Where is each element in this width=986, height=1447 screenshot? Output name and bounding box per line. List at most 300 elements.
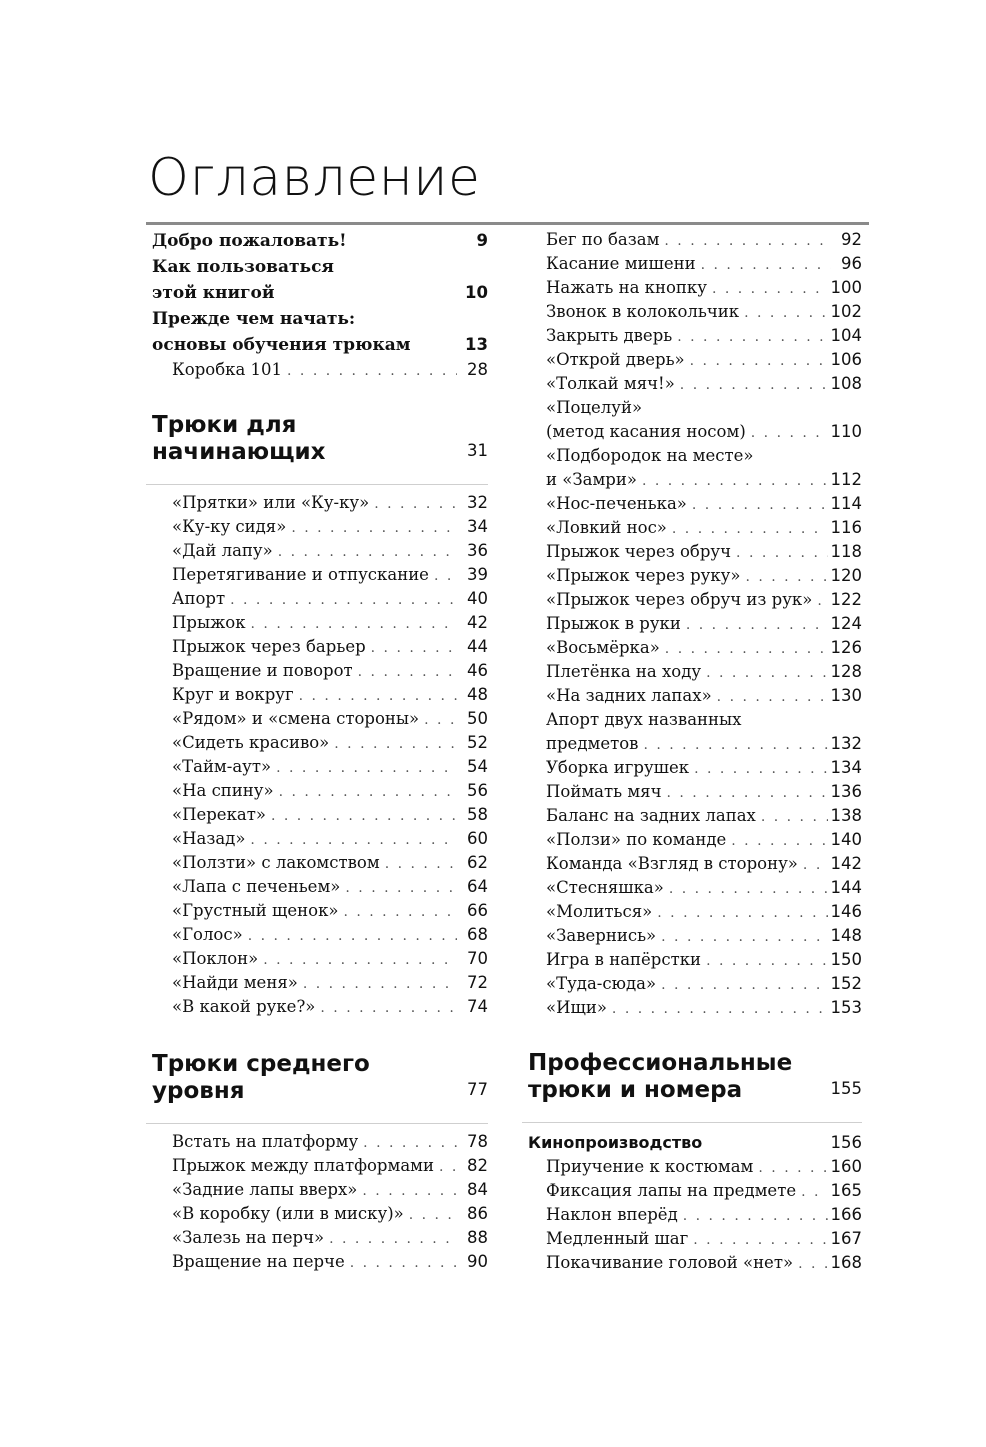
entry-row	[172, 635, 488, 659]
entry-title: Фиксация лапы на предмете	[546, 1181, 797, 1200]
entry-row	[546, 252, 862, 276]
entry-row	[546, 276, 862, 300]
entry-row	[546, 372, 862, 396]
entry-row	[172, 899, 488, 923]
entry-title: «Прыжок через обруч из рук»	[546, 590, 813, 609]
page-number: 128	[830, 662, 862, 681]
page-number: 100	[830, 278, 862, 297]
entry-row	[546, 900, 862, 924]
subsection-film-production[interactable]	[528, 1131, 862, 1155]
entry-row	[172, 971, 488, 995]
entry-title: «Лапа с печеньем»	[172, 877, 341, 896]
entry-row	[546, 1203, 862, 1227]
leader-dots	[299, 684, 457, 708]
entry-title: Вращение на перче	[172, 1252, 345, 1271]
toc-entry[interactable]	[528, 228, 862, 252]
toc-entry[interactable]	[528, 708, 862, 756]
section-page-number: 77	[467, 1080, 488, 1099]
section-heading-line: начинающих	[152, 439, 326, 465]
entry-title: «Завернись»	[546, 926, 657, 945]
toc-entry[interactable]	[528, 1179, 862, 1203]
toc-entry[interactable]	[528, 348, 862, 372]
entry-row	[546, 612, 862, 636]
entry-title: «Ловкий нос»	[546, 518, 667, 537]
section-heading-line: Трюки для	[152, 412, 297, 438]
entry-title: «Грустный щенок»	[172, 901, 339, 920]
leader-dots	[434, 564, 457, 588]
entry-row	[546, 972, 862, 996]
entry-title: Прыжок в руки	[546, 614, 681, 633]
page-number: 70	[467, 949, 488, 968]
entry-title: «Ползти» с лакомством	[172, 853, 380, 872]
entry-row	[546, 1227, 862, 1251]
leader-dots	[669, 877, 828, 901]
entry-row	[546, 804, 862, 828]
leader-dots	[751, 421, 828, 445]
page-number: 146	[830, 902, 862, 921]
entry-title: «Ищи»	[546, 998, 607, 1017]
toc-entry[interactable]	[152, 827, 488, 851]
leader-dots	[661, 973, 827, 997]
leader-dots	[701, 253, 831, 277]
toc-entry[interactable]	[528, 972, 862, 996]
entry-title: и «Замри»	[546, 470, 637, 489]
toc-entry[interactable]	[528, 636, 862, 660]
toc-entry[interactable]	[152, 995, 488, 1019]
entry-row	[546, 1155, 862, 1179]
page-number: 138	[830, 806, 862, 825]
page-number: 9	[476, 231, 488, 250]
toc-entry[interactable]	[528, 492, 862, 516]
entry-row	[172, 923, 488, 947]
entry-row	[172, 1130, 488, 1154]
entry-title: «Туда-сюда»	[546, 974, 657, 993]
page-number: 72	[467, 973, 488, 992]
toc-entry[interactable]	[528, 1251, 862, 1275]
toc-entry[interactable]	[152, 1154, 488, 1178]
leader-dots	[661, 925, 827, 949]
toc-entry[interactable]	[152, 923, 488, 947]
leader-dots	[271, 804, 457, 828]
leader-dots	[276, 756, 457, 780]
leader-dots	[744, 301, 827, 325]
entry-title: Вращение и поворот	[172, 661, 353, 680]
page-number: 64	[467, 877, 488, 896]
entry-row	[546, 756, 862, 780]
toc-entry[interactable]	[152, 899, 488, 923]
leader-dots	[694, 757, 827, 781]
toc-entry[interactable]	[152, 731, 488, 755]
page-number: 36	[467, 541, 488, 560]
leader-dots	[817, 589, 827, 613]
page-number: 156	[830, 1133, 862, 1152]
entry-title: «Ползи» по команде	[546, 830, 727, 849]
toc-entry[interactable]	[152, 1250, 488, 1274]
title-divider	[146, 222, 869, 225]
entry-title: Поймать мяч	[546, 782, 662, 801]
entry-row	[546, 468, 862, 492]
leader-dots	[642, 469, 828, 493]
entry-row	[546, 732, 862, 756]
page-number: 110	[830, 422, 862, 441]
page-title: Оглавление	[148, 148, 481, 208]
leader-dots	[251, 612, 457, 636]
entry-row	[172, 358, 488, 382]
entry-row	[546, 1251, 862, 1275]
leader-dots	[374, 492, 457, 516]
entry-row	[546, 1179, 862, 1203]
entry-title: Встать на платформу	[172, 1132, 359, 1151]
entry-row	[546, 540, 862, 564]
toc-entry[interactable]	[528, 444, 862, 492]
toc-entry[interactable]	[528, 324, 862, 348]
toc-entry[interactable]	[528, 516, 862, 540]
beginner-entries	[152, 491, 488, 1019]
section-beginner-heading[interactable]	[152, 412, 488, 466]
entry-row	[172, 803, 488, 827]
page-number: 118	[830, 542, 862, 561]
leader-dots	[690, 349, 828, 373]
entry-row	[546, 324, 862, 348]
toc-entry[interactable]	[528, 276, 862, 300]
entry-title: «Голос»	[172, 925, 243, 944]
entry-title: «Рядом» и «смена стороны»	[172, 709, 420, 728]
toc-entry[interactable]	[528, 1227, 862, 1251]
entry-row	[546, 828, 862, 852]
entry-row	[546, 588, 862, 612]
toc-entry[interactable]	[528, 1203, 862, 1227]
page-number: 153	[830, 998, 862, 1017]
entry-title: Уборка игрушек	[546, 758, 690, 777]
page-number: 168	[830, 1253, 862, 1272]
page-number: 10	[465, 283, 488, 302]
entry-row	[546, 348, 862, 372]
entry-row	[172, 515, 488, 539]
entry-title: «Восьмёрка»	[546, 638, 660, 657]
leader-dots	[667, 781, 828, 805]
entry-title: «Задние лапы вверх»	[172, 1180, 358, 1199]
leader-dots	[672, 517, 828, 541]
page-number: 84	[467, 1180, 488, 1199]
entry-title: «Залезь на перч»	[172, 1228, 325, 1247]
entry-row	[172, 707, 488, 731]
toc-entry[interactable]	[152, 1202, 488, 1226]
leader-dots	[706, 949, 827, 973]
page-number: 126	[830, 638, 862, 657]
leader-dots	[363, 1131, 457, 1155]
toc-entry[interactable]	[528, 396, 862, 444]
entry-title: «Ку-ку сидя»	[172, 517, 287, 536]
leader-dots	[287, 359, 457, 383]
entry-title: Плетёнка на ходу	[546, 662, 702, 681]
pro-entries	[528, 1155, 862, 1275]
entry-title: Нажать на кнопку	[546, 278, 707, 297]
leader-dots	[612, 997, 828, 1021]
entry-row	[546, 780, 862, 804]
toc-entry[interactable]	[152, 611, 488, 635]
page-number: 56	[467, 781, 488, 800]
intro-sub-entries	[152, 358, 488, 382]
toc-left-column	[152, 228, 488, 1274]
toc-entry[interactable]	[152, 563, 488, 587]
leader-dots	[680, 373, 828, 397]
toc-entry[interactable]	[152, 947, 488, 971]
toc-entry[interactable]	[528, 564, 862, 588]
page-number: 39	[467, 565, 488, 584]
leader-dots	[692, 493, 828, 517]
entry-title: «Открой дверь»	[546, 350, 685, 369]
entry-row	[546, 564, 862, 588]
entry-row	[172, 587, 488, 611]
section-pro-heading[interactable]	[528, 1050, 862, 1104]
section-heading-line: Трюки среднего	[152, 1051, 370, 1077]
entry-title: Круг и вокруг	[172, 685, 294, 704]
toc-entry[interactable]	[152, 306, 488, 358]
toc-entry[interactable]	[528, 300, 862, 324]
page-number: 82	[467, 1156, 488, 1175]
entry-title: Добро пожаловать!	[152, 231, 347, 251]
toc-entry[interactable]	[152, 971, 488, 995]
entry-title: «Дай лапу»	[172, 541, 273, 560]
entry-row	[546, 228, 862, 252]
leader-dots	[683, 1204, 828, 1228]
toc-entry[interactable]	[528, 948, 862, 972]
entry-row	[546, 684, 862, 708]
toc-entry[interactable]	[528, 852, 862, 876]
page-number: 150	[830, 950, 862, 969]
leader-dots	[745, 565, 827, 589]
leader-dots	[291, 516, 457, 540]
toc-entry[interactable]	[528, 828, 862, 852]
entry-row	[172, 539, 488, 563]
toc-entry[interactable]	[528, 804, 862, 828]
toc-entry[interactable]	[528, 540, 862, 564]
page-number: 58	[467, 805, 488, 824]
entry-row	[172, 1154, 488, 1178]
leader-dots	[664, 229, 831, 253]
toc-entry[interactable]	[152, 779, 488, 803]
entry-title: «Молиться»	[546, 902, 653, 921]
page-number: 160	[830, 1157, 862, 1176]
leader-dots	[801, 1180, 827, 1204]
entry-title: «Найди меня»	[172, 973, 298, 992]
toc-entry[interactable]	[152, 1178, 488, 1202]
entry-title: Прыжок	[172, 613, 246, 632]
leader-dots	[439, 1155, 457, 1179]
intermediate-entries	[152, 1130, 488, 1274]
entry-title: Прыжок через барьер	[172, 637, 366, 656]
toc-entry[interactable]	[152, 539, 488, 563]
page-number: 60	[467, 829, 488, 848]
toc-entry[interactable]	[528, 924, 862, 948]
toc-entry[interactable]	[152, 587, 488, 611]
entry-title: Касание мишени	[546, 254, 696, 273]
entry-row	[172, 659, 488, 683]
page-number: 102	[830, 302, 862, 321]
toc-entry[interactable]	[528, 780, 862, 804]
entry-row	[152, 228, 488, 254]
page-number: 148	[830, 926, 862, 945]
leader-dots	[385, 852, 457, 876]
toc-entry[interactable]	[152, 707, 488, 731]
entry-row	[546, 420, 862, 444]
page-number: 134	[830, 758, 862, 777]
entry-row	[546, 996, 862, 1020]
entry-title: Команда «Взгляд в сторону»	[546, 854, 798, 873]
toc-entry[interactable]	[152, 1226, 488, 1250]
entry-title: «На спину»	[172, 781, 274, 800]
toc-entry[interactable]	[152, 803, 488, 827]
entry-title-line: Прежде чем начать:	[152, 309, 356, 329]
page-number: 142	[830, 854, 862, 873]
entry-row	[172, 827, 488, 851]
page-number: 132	[830, 734, 862, 753]
entry-title: «Перекат»	[172, 805, 266, 824]
leader-dots	[263, 948, 457, 972]
leader-dots	[758, 1156, 827, 1180]
page-number: 74	[467, 997, 488, 1016]
page-number: 48	[467, 685, 488, 704]
entry-title: Коробка 101	[172, 360, 283, 379]
entry-title: Кинопроизводство	[528, 1133, 703, 1152]
leader-dots	[657, 901, 827, 925]
entry-title: «Тайм-аут»	[172, 757, 272, 776]
entry-title: Наклон вперёд	[546, 1205, 678, 1224]
section-heading-line: уровня	[152, 1078, 245, 1104]
entry-title: Игра в напёрстки	[546, 950, 702, 969]
toc-right-column	[528, 228, 862, 1275]
page-number: 88	[467, 1228, 488, 1247]
entry-row	[546, 852, 862, 876]
entry-row	[172, 1250, 488, 1274]
entry-title: «Прятки» или «Ку-ку»	[172, 493, 370, 512]
entry-title: Перетягивание и отпускание	[172, 565, 429, 584]
leader-dots	[329, 1227, 457, 1251]
toc-entry[interactable]	[528, 612, 862, 636]
entry-row	[172, 1202, 488, 1226]
entry-title: «В какой руке?»	[172, 997, 316, 1016]
leader-dots	[424, 708, 457, 732]
page-number: 40	[467, 589, 488, 608]
entry-row	[172, 731, 488, 755]
leader-dots	[250, 828, 457, 852]
page-number: 120	[830, 566, 862, 585]
entry-title: «Стесняшка»	[546, 878, 664, 897]
toc-entry[interactable]	[152, 228, 488, 254]
entry-title: Прыжок через обруч	[546, 542, 732, 561]
toc-entry[interactable]	[528, 900, 862, 924]
leader-dots	[303, 972, 457, 996]
entry-title-line: Апорт двух названных	[546, 710, 742, 729]
page-number: 96	[841, 254, 862, 273]
toc-entry[interactable]	[152, 659, 488, 683]
toc-entry[interactable]	[152, 683, 488, 707]
toc-entry[interactable]	[152, 635, 488, 659]
toc-entry[interactable]	[528, 876, 862, 900]
entry-row	[172, 1178, 488, 1202]
page-number: 28	[467, 360, 488, 379]
entry-title-line: «Подбородок на месте»	[546, 446, 754, 465]
leader-dots	[362, 1179, 457, 1203]
entry-row	[546, 924, 862, 948]
toc-entry[interactable]	[152, 755, 488, 779]
leader-dots	[248, 924, 457, 948]
page-number: 46	[467, 661, 488, 680]
toc-entry[interactable]	[528, 372, 862, 396]
toc-entry[interactable]	[152, 358, 488, 382]
leader-dots	[798, 1252, 827, 1276]
page-number: 140	[830, 830, 862, 849]
toc-entry[interactable]	[152, 875, 488, 899]
page-number: 136	[830, 782, 862, 801]
page-number: 32	[467, 493, 488, 512]
entry-title: Медленный шаг	[546, 1229, 689, 1248]
entry-row	[172, 947, 488, 971]
toc-entry[interactable]	[152, 254, 488, 306]
page-number: 165	[830, 1181, 862, 1200]
entry-title: Бег по базам	[546, 230, 660, 249]
page-number: 114	[830, 494, 862, 513]
entry-title: основы обучения трюкам	[152, 335, 411, 355]
toc-entry[interactable]	[152, 515, 488, 539]
entry-row	[172, 1226, 488, 1250]
toc-entry[interactable]	[152, 1130, 488, 1154]
entry-title: «На задних лапах»	[546, 686, 712, 705]
toc-entry[interactable]	[528, 252, 862, 276]
entry-title: Приучение к костюмам	[546, 1157, 754, 1176]
entry-title: «В коробку (или в миску)»	[172, 1204, 404, 1223]
leader-dots	[643, 733, 827, 757]
toc-entry[interactable]	[528, 1155, 862, 1179]
entry-title-line: Как пользоваться	[152, 257, 334, 277]
toc-entry[interactable]	[528, 588, 862, 612]
entry-row	[152, 332, 488, 358]
toc-entry[interactable]	[528, 660, 862, 684]
page-number: 112	[830, 470, 862, 489]
leader-dots	[736, 541, 827, 565]
leader-dots	[371, 636, 457, 660]
leader-dots	[803, 853, 828, 877]
section-intermediate-heading[interactable]	[152, 1051, 488, 1105]
entry-title: Звонок в колокольчик	[546, 302, 740, 321]
toc-entry[interactable]	[152, 491, 488, 515]
entry-title: предметов	[546, 734, 639, 753]
toc-entry[interactable]	[528, 684, 862, 708]
toc-entry[interactable]	[528, 996, 862, 1020]
leader-dots	[693, 1228, 827, 1252]
entry-title-line: «Поцелуй»	[546, 398, 643, 417]
page-number: 42	[467, 613, 488, 632]
intro-entries	[152, 228, 488, 358]
entry-row	[546, 492, 862, 516]
page-number: 50	[467, 709, 488, 728]
entry-title: «Назад»	[172, 829, 246, 848]
toc-entry[interactable]	[152, 851, 488, 875]
entry-title: Баланс на задних лапах	[546, 806, 756, 825]
entry-title: «Сидеть красиво»	[172, 733, 330, 752]
entry-row	[172, 683, 488, 707]
leader-dots	[343, 900, 457, 924]
page-number: 54	[467, 757, 488, 776]
page-number: 167	[830, 1229, 862, 1248]
section-heading-line: трюки и номера	[528, 1077, 743, 1103]
leader-dots	[731, 829, 827, 853]
leader-dots	[717, 685, 828, 709]
toc-entry[interactable]	[528, 756, 862, 780]
page-number: 66	[467, 901, 488, 920]
leader-dots	[665, 637, 828, 661]
continued-entries	[528, 228, 862, 1020]
